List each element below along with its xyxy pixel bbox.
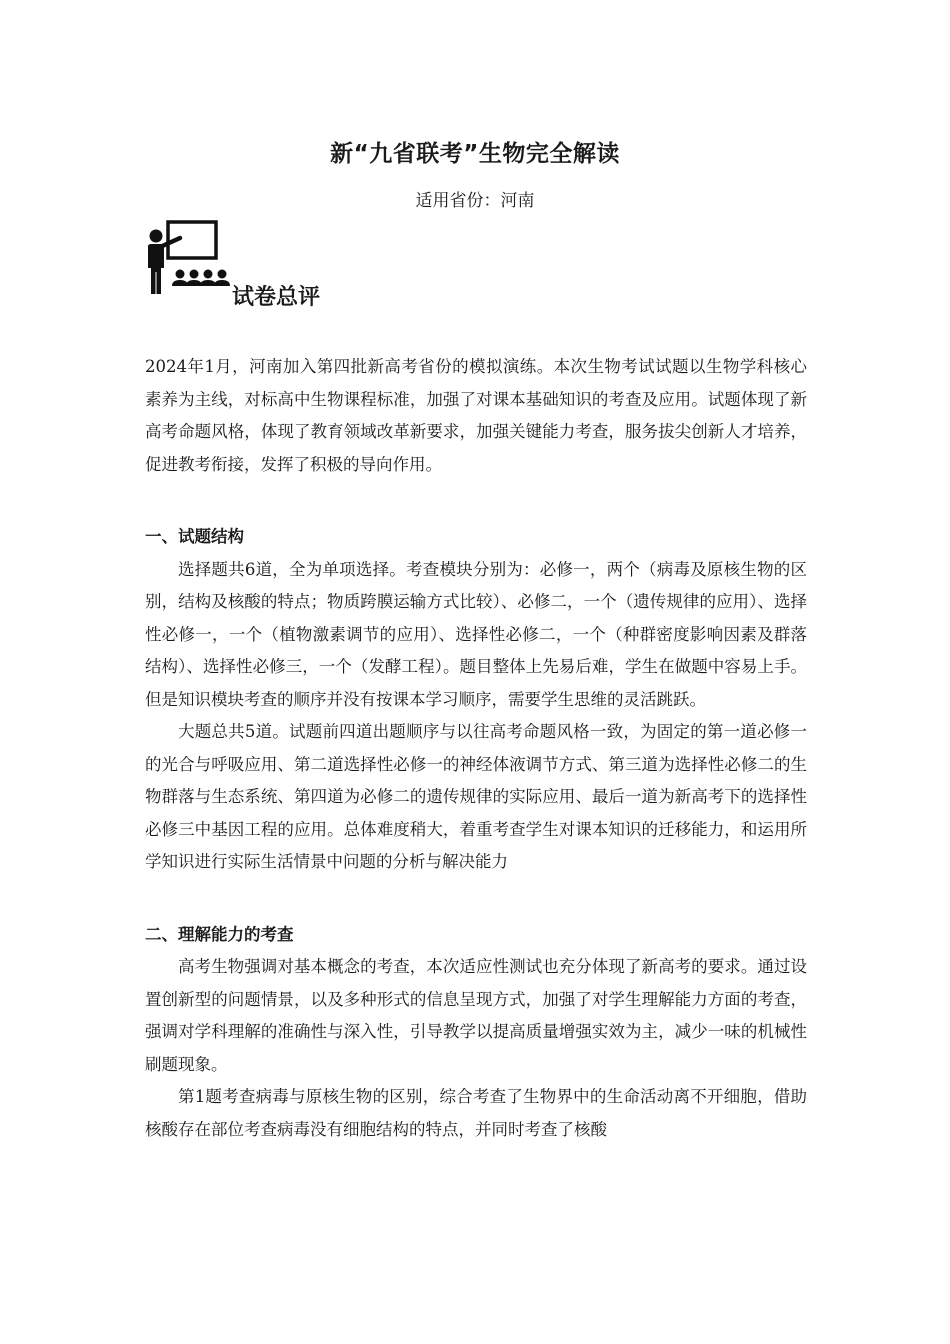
paragraph: 大题总共5道。试题前四道出题顺序与以往高考命题风格一致，为固定的第一道必修一的光合与呼吸应用、第二道选择性必修一的神经体液调节方式、第三道为选择性必修二的生物群落与生态系统、第四道为必修二的遗传规律的实际应用、最后一道为新高考下的选择性必修三中基因工程的应用。总体难度稍大，着重考查学生对课本知识的迁移能力，和运用所学知识进行实际生活情景中问题的分析与解决能力 bbox=[145, 722, 807, 871]
section-understanding bbox=[145, 919, 807, 1147]
document-body bbox=[145, 351, 807, 1186]
section-structure bbox=[145, 521, 807, 879]
paragraph: 第1题考查病毒与原核生物的区别，综合考查了生物界中的生命活动离不开细胞，借助核酸存在部位考查病毒没有细胞结构的特点，并同时考查了核酸 bbox=[145, 1087, 807, 1139]
paragraph: 选择题共6道，全为单项选择。考查模块分别为：必修一，两个（病毒及原核生物的区别，结构及核酸的特点；物质跨膜运输方式比较）、必修二，一个（遗传规律的应用）、选择性必修一，一个（植物激素调节的应用）、选择性必修二，一个（种群密度影响因素及群落结构）、选择性必修三，一个（发酵工程）。题目整体上先易后难，学生在做题中容易上手。但是知识模块考查的顺序并没有按课本学习顺序，需要学生思维的灵活跳跃。 bbox=[145, 559, 807, 709]
paragraph: 高考生物强调对基本概念的考查，本次适应性测试也充分体现了新高考的要求。通过设置创新型的问题情景，以及多种形式的信息呈现方式，加强了对学生理解能力方面的考查，强调对学科理解的准确性与深入性，引导教学以提高质量增强实效为主，减少一味的机械性刷题现象。 bbox=[145, 957, 807, 1074]
overview-heading: 试卷总评 bbox=[232, 285, 321, 310]
document-title: 新“九省联考”生物完全解读 bbox=[330, 141, 620, 167]
document-subtitle: 适用省份：河南 bbox=[415, 191, 535, 211]
section-heading: 一、试题结构 bbox=[145, 527, 244, 546]
intro-paragraph: 2024年1月，河南加入第四批新高考省份的模拟演练。本次生物考试试题以生物学科核心素养为主线，对标高中生物课程标准，加强了对课本基础知识的考查及应用。试题体现了新高考命题风格，体现了教育领域改革新要求，加强关键能力考查，服务拔尖创新人才培养，促进教考衔接，发挥了积极的导向作用。 bbox=[145, 357, 807, 474]
section-heading: 二、理解能力的考查 bbox=[145, 924, 294, 944]
teacher-presentation-icon bbox=[144, 218, 230, 298]
